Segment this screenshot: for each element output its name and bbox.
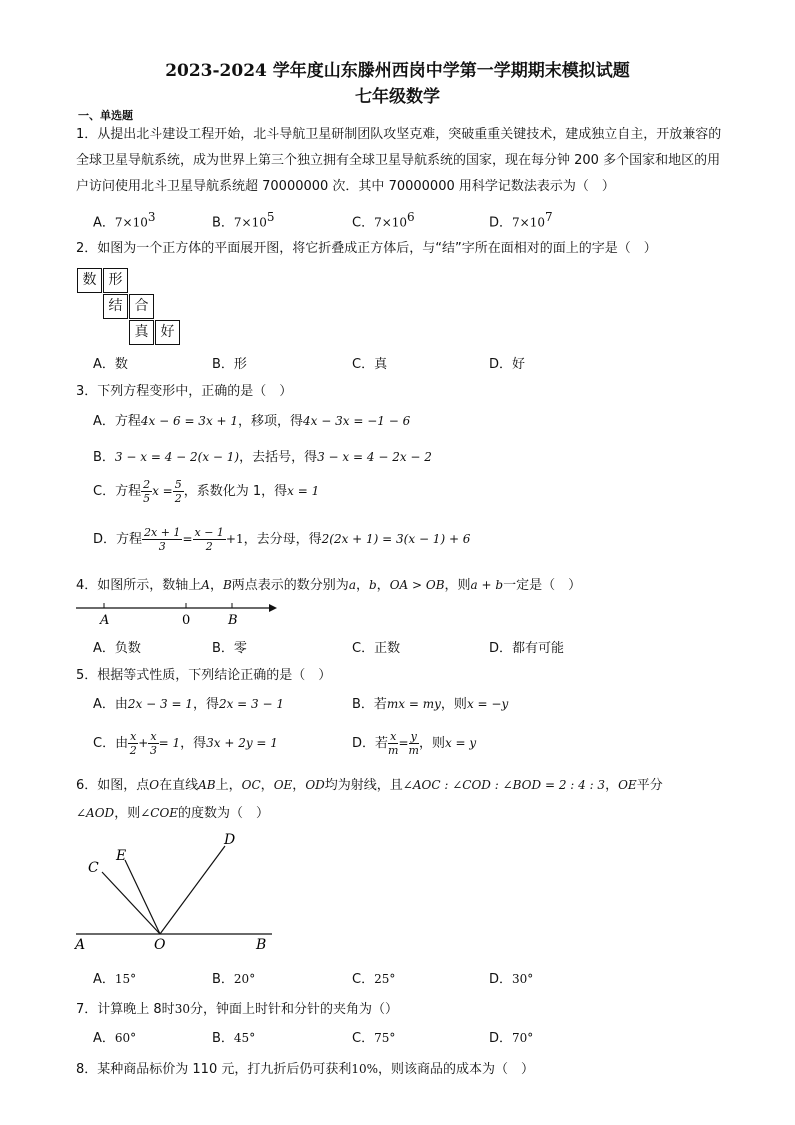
number-line-figure (74, 598, 284, 628)
angle-figure (72, 828, 282, 953)
question-7: 7．计算晚上 8时30分，钟面上时针和分针的夹角为（） (76, 1002, 398, 1017)
arrow-head-icon (269, 604, 277, 612)
net-cell-4: 合 (129, 294, 154, 319)
ray-od (160, 846, 225, 934)
question-8: 8．某种商品标价为 110 元，打九折后仍可获利10%，则该商品的成本为（ ） (76, 1062, 535, 1077)
exam-title: 2023-2024 学年度山东滕州西岗中学第一学期期末模拟试题 (165, 61, 630, 81)
question-6-line-2: ∠AOD，则∠COE的度数为（ ） (76, 806, 270, 821)
q7-option-c: C．75° (352, 1031, 396, 1046)
q7-option-b: B．45° (212, 1031, 256, 1046)
q4-option-a: A．负数 (93, 641, 141, 656)
q5-option-c: C．由 $\frac{x}{2}$ + $\frac{x}{3}$ = 1，得3x + 2y = 1 (93, 730, 278, 757)
point-label-o: O (154, 937, 166, 953)
exam-subtitle: 七年级数学 (355, 87, 440, 107)
q3-option-a: A．方程4x − 6 = 3x + 1，移项，得4x − 3x = −1 − 6 (93, 414, 411, 429)
q1-option-b: B．$7\times 10^5$ (212, 210, 275, 231)
question-1 (76, 122, 726, 200)
question-5: 5．根据等式性质，下列结论正确的是（ ） (76, 668, 332, 683)
axis-label-a: A (100, 613, 110, 628)
q7-option-a: A．60° (93, 1031, 137, 1046)
question-6: 6．如图，点O在直线AB上，OC，OE，OD均为射线，且∠AOC : ∠COD : ∠BOD = 2 : 4 : 3，OE平分 (76, 778, 663, 793)
q1-option-d: D．$7\times 10^7$ (489, 210, 553, 231)
q6-option-d: D．30° (489, 972, 534, 987)
q2-option-d: D．好 (489, 357, 526, 372)
q2-option-b: B．形 (212, 357, 247, 372)
net-cell-6: 好 (155, 320, 180, 345)
q3-option-b: B．3 − x = 4 − 2(x − 1)，去括号，得3 − x = 4 − 2x − 2 (93, 450, 432, 465)
net-cell-2: 形 (103, 268, 128, 293)
axis-label-b: B (228, 613, 238, 628)
q6-option-b: B．20° (212, 972, 256, 987)
q5-option-b: B．若mx = my，则x = −y (352, 697, 509, 712)
q7-option-d: D．70° (489, 1031, 534, 1046)
ray-oe (125, 860, 160, 934)
q4-option-b: B．零 (212, 641, 247, 656)
question-2: 2．如图为一个正方体的平面展开图，将它折叠成正方体后，与“结”字所在面相对的面上的字是（ ） (76, 241, 657, 256)
section-heading: 一、单选题 (78, 109, 133, 122)
point-label-b: B (256, 937, 267, 953)
q1-option-c: C．$7\times 10^6$ (352, 210, 415, 231)
q2-option-c: C．真 (352, 357, 388, 372)
q3-option-d: D．方程 $\frac{2x + 1}{3}$ = $\frac{x - 1}{2}$ +1，去分母，得2(2x + 1) = 3(x − 1) + 6 (93, 526, 471, 553)
q4-option-d: D．都有可能 (489, 641, 565, 656)
q4-option-c: C．正数 (352, 641, 401, 656)
question-1-text: 1．从提出北斗建设工程开始，北斗导航卫星研制团队攻坚克难，突破重重关键技术，建成独立自主，开放兼容的全球卫星导航系统，成为世界上第三个独立拥有全球卫星导航系统的国家，现在每分钟 200 多个国家和地区的用户访问使用北斗卫星导航系统超 70000000 次．其中 70000000 用科学记数法表示为（ ） (76, 127, 722, 194)
question-3: 3．下列方程变形中，正确的是（ ） (76, 384, 293, 399)
q2-option-a: A．数 (93, 357, 128, 372)
q5-option-a: A．由2x − 3 = 1，得2x = 3 − 1 (93, 697, 285, 712)
question-4: 4．如图所示，数轴上A，B两点表示的数分别为a，b，OA > OB，则a + b一定是（ ） (76, 578, 582, 593)
q6-option-a: A．15° (93, 972, 137, 987)
ray-oc (102, 872, 160, 934)
net-cell-1: 数 (77, 268, 102, 293)
point-label-a: A (75, 937, 86, 953)
point-label-e: E (116, 848, 127, 864)
q1-option-a: A．$7\times 10^3$ (93, 210, 156, 231)
point-label-d: D (224, 832, 236, 848)
q5-option-d: D．若 $\frac{x}{m}$ = $\frac{y}{m}$ ，则x = y (352, 730, 477, 757)
q3-option-c: C．方程 $\frac{2}{5}$ x = $\frac{5}{2}$ ，系数化为 1，得x = 1 (93, 478, 320, 505)
axis-label-zero: 0 (182, 613, 191, 628)
q6-option-c: C．25° (352, 972, 396, 987)
net-cell-3: 结 (103, 294, 128, 319)
point-label-c: C (88, 860, 99, 876)
net-cell-5: 真 (129, 320, 154, 345)
